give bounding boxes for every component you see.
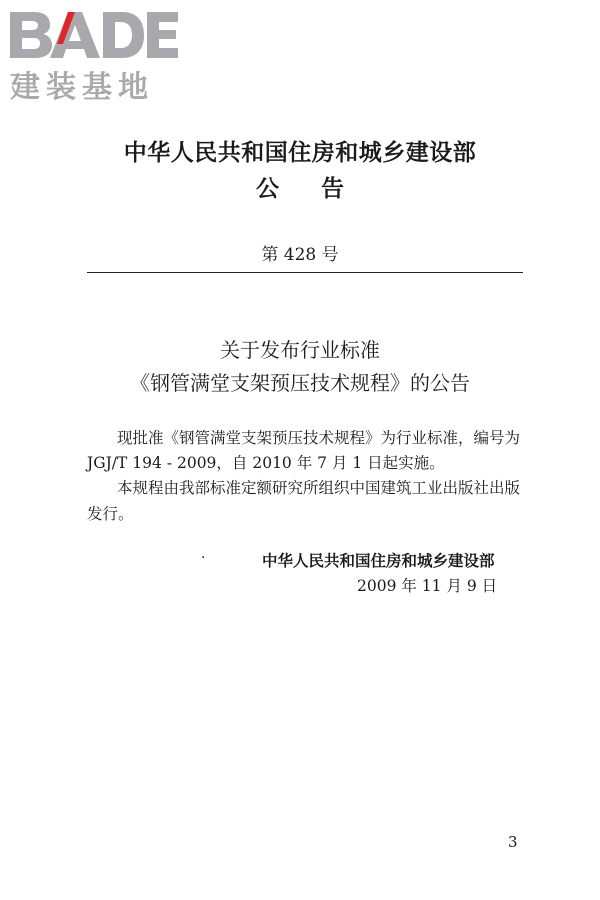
signature-organization: 中华人民共和国住房和城乡建设部	[262, 552, 495, 570]
bade-logo-mark	[8, 6, 178, 62]
subject-line-2: 《钢管满堂支架预压技术规程》的公告	[130, 371, 470, 395]
notice-heading: 公告	[256, 176, 386, 202]
body-paragraph-2-line-2: 发行。	[87, 505, 134, 523]
logo-subtitle: 建装基地	[10, 70, 154, 105]
header-divider	[87, 272, 523, 273]
body-paragraph-1-line-1: 现批准《钢管满堂支架预压技术规程》为行业标准，编号为	[117, 429, 521, 447]
body-paragraph-1-line-2: JGJ/T 194 - 2009，自 2010 年 7 月 1 日起实施。	[87, 454, 445, 472]
page-number: 3	[508, 833, 518, 851]
stray-dot: ·	[201, 550, 206, 566]
document-number: 第 428 号	[261, 245, 339, 265]
body-paragraph-2-line-1: 本规程由我部标准定额研究所组织中国建筑工业出版社出版	[117, 479, 521, 497]
subject-line-1: 关于发布行业标准	[220, 338, 380, 362]
brand-logo	[8, 6, 178, 105]
ministry-title: 中华人民共和国住房和城乡建设部	[123, 140, 477, 166]
signature-date: 2009 年 11 月 9 日	[357, 577, 498, 595]
logo-letterforms	[10, 12, 178, 58]
